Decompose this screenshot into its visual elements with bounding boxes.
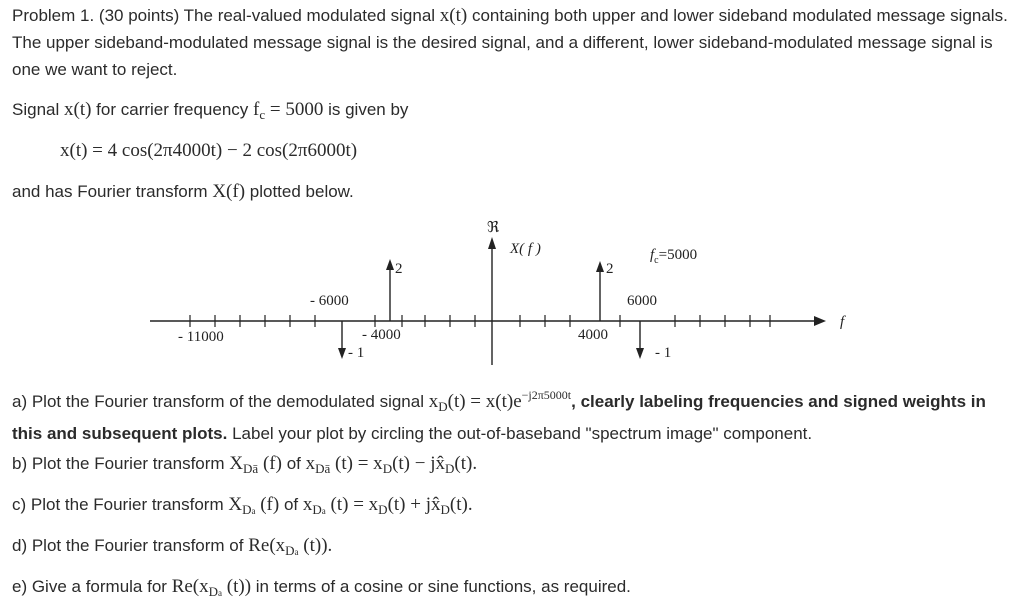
carrier-label: [650, 247, 697, 266]
label-neg-11000: - 11000: [178, 329, 224, 345]
frequency-axis-label: f: [840, 314, 845, 330]
qe-sub: [209, 584, 222, 599]
qb-x: x: [305, 453, 316, 474]
label-pos-4000: 4000: [578, 327, 608, 343]
question-e: [12, 573, 631, 607]
qc-x: x: [302, 494, 313, 515]
qb-f: (f): [262, 453, 282, 474]
qb-X: X: [229, 453, 244, 474]
qc-eq-sub-2: D: [440, 502, 450, 517]
transform-intro: [12, 178, 354, 205]
qe-sub-a: a: [218, 588, 223, 598]
fc-symbol: [253, 99, 323, 120]
question-b-equation: [306, 453, 477, 474]
question-a-bold: , clearly labeling frequencies and signed weights in this and subsequent plots.: [12, 392, 986, 443]
carrier-label-sub: c: [654, 255, 659, 266]
label-neg-4000: - 4000: [362, 327, 401, 343]
impulse-pos-4000-arrowhead: [596, 261, 604, 272]
weight-neg-6000: 2: [395, 261, 403, 277]
question-e-text-2: in terms of a cosine or sine functions, as required.: [255, 577, 631, 596]
qc-X-sub: [242, 502, 255, 517]
signal-symbol: x(t): [439, 5, 468, 26]
qc-eq-sub: D: [378, 502, 388, 517]
transform-intro-end: plotted below.: [249, 182, 354, 201]
intro-text-1: The real-valued modulated signal: [183, 6, 436, 25]
carrier-label-value: =5000: [658, 247, 698, 263]
qb-eq: (t) = x: [335, 453, 383, 474]
question-b-transform: [229, 453, 282, 474]
weight-neg-4000: - 1: [348, 345, 365, 361]
qb-x-sub: Dā: [315, 461, 331, 476]
qa-eq-exponent: −j2π5000t: [521, 388, 572, 402]
qd-end: (t)).: [303, 535, 333, 556]
fourier-transform-plot: [150, 215, 870, 365]
given-lead: Signal: [12, 100, 60, 119]
qb-eq-sub: D: [382, 461, 393, 476]
question-a-equation: [428, 388, 572, 414]
given-signal-symbol: x(t): [64, 99, 92, 120]
transform-intro-text: and has Fourier transform: [12, 182, 208, 201]
intro-text-2: containing both upper and lower sideband modulated message signals. The upper sideband-modulated message signal is the desired signal, and a different, lower sideband-modulated message signal is one we want to reject.: [12, 6, 1008, 79]
qe-re: Re(x: [171, 576, 209, 597]
question-b: [12, 450, 477, 482]
qb-X-sub: Dā: [243, 461, 259, 476]
label-neg-6000: - 6000: [310, 293, 349, 309]
frequency-axis-arrowhead: [814, 316, 826, 326]
problem-statement: [12, 2, 1012, 83]
question-c-equation: [303, 494, 473, 515]
qb-eq-2: (t) − jx̂: [392, 453, 446, 474]
fc-letter: f: [253, 99, 260, 120]
qc-X: X: [228, 494, 243, 515]
qc-eq-2: (t) + jx̂: [387, 494, 441, 515]
problem-heading: Problem 1. (30 points): [12, 6, 180, 25]
question-c-text: c) Plot the Fourier transform: [12, 495, 224, 514]
qb-eq-sub-2: D: [445, 461, 455, 476]
qc-X-sub-d: D: [242, 502, 252, 517]
question-a: [12, 382, 1012, 447]
question-c-transform: [228, 494, 279, 515]
carrier-label-f: f: [650, 247, 655, 263]
qc-eq-3: (t).: [449, 494, 473, 515]
label-pos-6000: 6000: [627, 293, 657, 309]
qd-sub: [285, 543, 298, 558]
question-a-text-2: Label your plot by circling the out-of-baseband "spectrum image" component.: [232, 424, 813, 443]
signal-given-line: [12, 96, 408, 128]
qc-x-sub-a: a: [321, 506, 326, 516]
qc-eq: (t) = x: [330, 494, 379, 515]
question-d-expression: [248, 535, 332, 556]
question-d: [12, 532, 332, 566]
weight-pos-4000: 2: [606, 261, 614, 277]
impulse-pos-6000-arrowhead: [636, 348, 644, 359]
qd-re: Re(x: [248, 535, 286, 556]
fc-value: = 5000: [269, 99, 324, 120]
question-e-expression: [172, 576, 251, 597]
qb-eq-3: (t).: [454, 453, 478, 474]
qd-sub-a: a: [294, 547, 299, 557]
given-is-given-by: is given by: [328, 100, 409, 119]
qe-end: (t)): [226, 576, 252, 597]
real-axis-label: ℜ: [487, 220, 500, 236]
real-axis-arrowhead: [488, 237, 496, 249]
qa-x: x: [428, 391, 439, 412]
impulse-neg-6000-arrowhead: [386, 259, 394, 270]
question-c: [12, 491, 473, 525]
qd-sub-d: D: [285, 543, 295, 558]
question-b-text: b) Plot the Fourier transform: [12, 454, 225, 473]
qe-sub-d: D: [208, 584, 219, 599]
question-a-text: a) Plot the Fourier transform of the demodulated signal: [12, 392, 424, 411]
transform-symbol: X(f): [212, 181, 246, 202]
impulse-neg-4000-arrowhead: [338, 348, 346, 359]
question-b-of: of: [286, 454, 301, 473]
question-e-text: e) Give a formula for: [12, 577, 167, 596]
question-c-of: of: [283, 495, 299, 514]
weight-pos-6000: - 1: [655, 345, 672, 361]
qa-x-sub: D: [438, 399, 448, 414]
signal-equation: x(t) = 4 cos(2π4000t) − 2 cos(2π6000t): [60, 140, 358, 161]
given-for-carrier: for carrier frequency: [96, 100, 249, 119]
qc-f: (f): [260, 494, 280, 515]
qc-x-sub-d: D: [312, 502, 322, 517]
fc-subscript: c: [259, 107, 266, 122]
qc-X-sub-a: a: [251, 506, 256, 516]
qa-eq-body: (t) = x(t)e: [447, 391, 522, 412]
qc-x-sub: [312, 502, 325, 517]
transform-plot-label: X( f ): [510, 241, 541, 257]
question-d-text: d) Plot the Fourier transform of: [12, 536, 244, 555]
